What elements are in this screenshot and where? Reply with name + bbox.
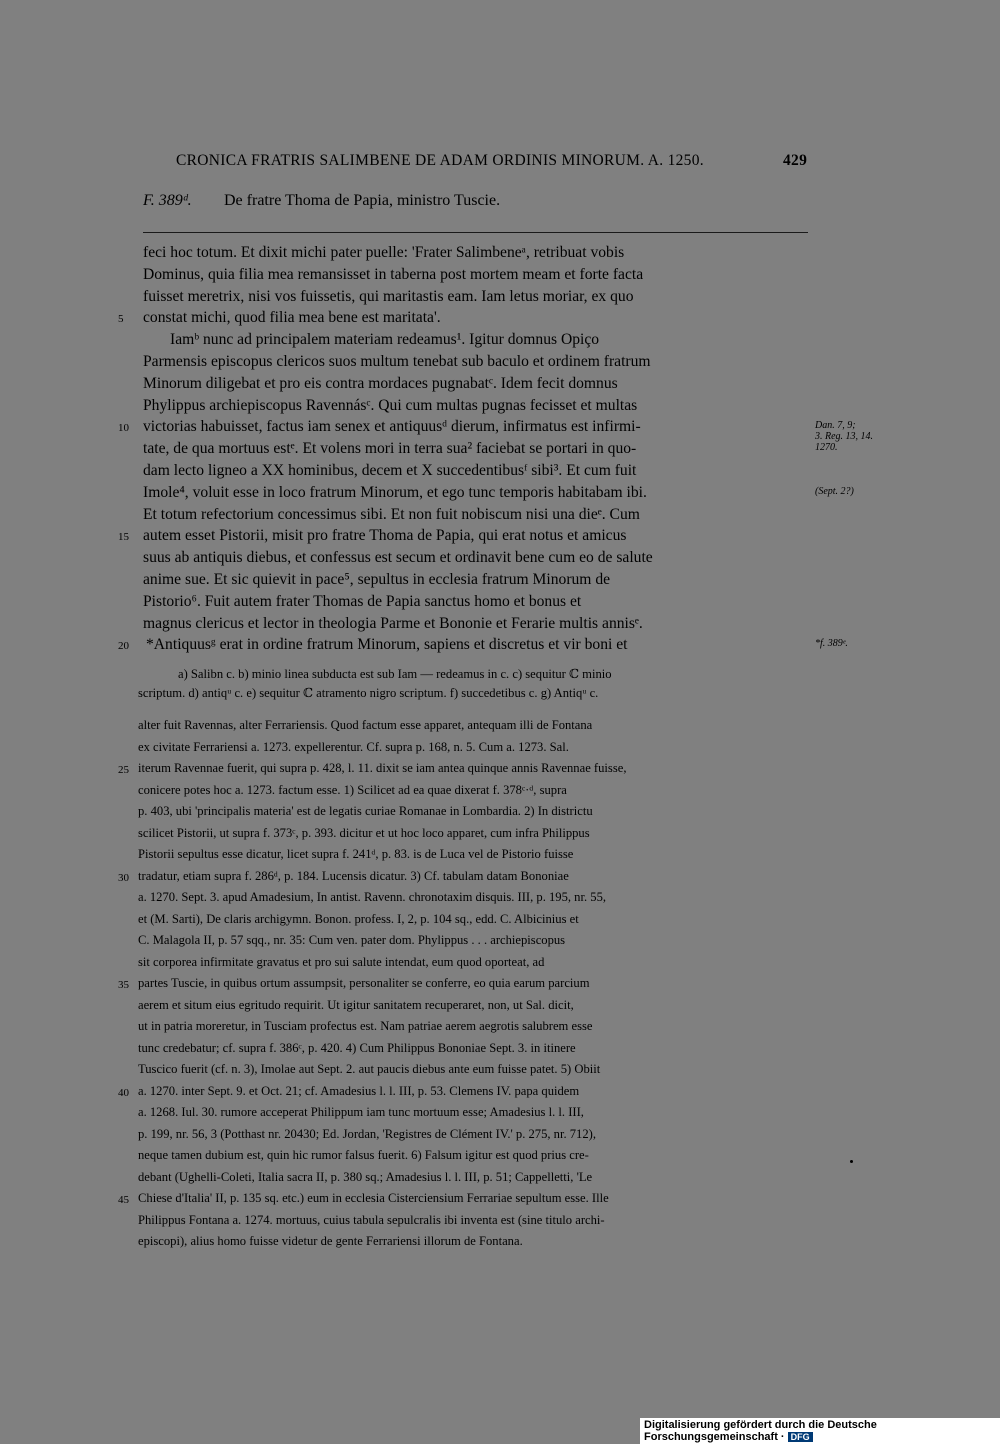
digitization-footer [640,1418,1000,1444]
body-line: autem esset Pistorii, misit pro fratre Thoma de Papia, qui erat notus et amicus [143,527,627,545]
folio-reference: F. 389ᵈ. [143,192,192,209]
note-line: Chiese d'Italia' II, p. 135 sq. etc.) eum in ecclesia Cisterciensium Ferrariae sepultum esse. Ille [138,1191,609,1205]
body-line: Dominus, quia filia mea remansisset in taberna post mortem meam et forte facta [143,265,644,283]
note-line: Pistorii sepultus esse dicatur, licet supra f. 241ᵈ, p. 83. is de Luca vel de Pistorio fuisse [138,847,574,861]
body-line: *Antiquusᵍ erat in ordine fratrum Minorum, sapiens et discretus et vir boni et [146,636,628,654]
note-line: ut in patria moreretur, in Tusciam profectus est. Nam patriae aerem aegrotis salubrem esse [138,1019,593,1033]
body-line: victorias habuisset, factus iam senex et antiquusᵈ dierum, infirmatus est infirmi- [143,418,641,436]
running-title: CRONICA FRATRIS SALIMBENE DE ADAM ORDINIS MINORUM. A. 1250. [176,152,704,169]
dfg-logo-icon: DFG [788,1432,813,1442]
apparatus-line: a) Salibn c. b) minio linea subducta est sub Iam — redeamus in c. c) sequitur ℂ minio [178,667,612,681]
line-number: 35 [118,979,129,991]
body-line: Phylippus archiepiscopus Ravennásᶜ. Qui cum multas pugnas fecisset et multas [143,396,638,414]
note-line: scilicet Pistorii, ut supra f. 373ᶜ, p. 393. dicitur et ut hoc loco apparet, cum infra Philippus [138,825,590,840]
apparatus-line: scriptum. d) antiqᵘ c. e) sequitur ℂ atramento nigro scriptum. f) succedetibus c. g) Antiqᵘ c. [138,686,599,700]
note-line: ex civitate Ferrariensi a. 1273. expellerentur. Cf. supra p. 168, n. 5. Cum a. 1273. Sal. [138,739,569,754]
line-number: 5 [118,313,124,326]
body-line: feci hoc totum. Et dixit michi pater puelle: 'Frater Salimbeneᵃ, retribuat vobis [143,244,625,261]
body-line: tate, de qua mortuus estᵉ. Et volens mori in terra sua² faciebat se portari in quo- [143,440,637,458]
body-line: Pistorio⁶. Fuit autem frater Thomas de Papia sanctus homo et bonus et [143,592,582,610]
body-line: magnus clericus et lector in theologia Parme et Bononie et Ferarie multis annisᵉ. [143,614,643,632]
body-line: anime sue. Et sic quievit in pace⁵, sepultus in ecclesia fratrum Minorum de [143,571,611,588]
line-number: 15 [118,531,129,544]
line-number: 25 [118,764,129,776]
page-number: 429 [783,152,808,169]
note-line: episcopi), alius homo fuisse videtur de gente Ferrariensi illorum de Fontana. [138,1234,523,1248]
note-line: sit corporea infirmitate gravatus et pro sui salute intendat, eum quod oporteat, ad [138,954,545,969]
note-line: p. 199, nr. 56, 3 (Potthast nr. 20430; Ed. Jordan, 'Registres de Clément IV.' p. 275, nr. 712), [138,1126,596,1141]
note-line: aerem et situm eius egritudo requirit. Ut igitur sanitatem recuperaret, non, ut Sal. dicit, [138,997,574,1012]
note-line: et (M. Sarti), De claris archigymn. Bonon. profess. I, 2, p. 104 sq., edd. C. Albicinius et [138,911,579,926]
line-number: 10 [118,422,129,435]
note-line: debant (Ughelli-Coleti, Italia sacra II, p. 380 sq.; Amadesius l. l. III, p. 51; Cappelletti, 'Le [138,1169,593,1184]
body-line: Parmensis episcopus clericos suos multum tenebat sub baculo et ordinem fratrum [143,353,651,370]
note-line: a. 1270. Sept. 3. apud Amadesium, In antist. Ravenn. chronotaxim disquis. III, p. 195, nr. 55, [138,890,607,904]
note-line: C. Malagola II, p. 57 sqq., nr. 35: Cum ven. pater dom. Phylippus . . . archiepiscopus [138,933,566,947]
margin-note: *f. 389ᵉ. [815,638,848,650]
body-line: suus ab antiquis diebus, et confessus est secum et ordinavit bene cum eo de salute [143,549,653,567]
body-line: constat michi, quod filia mea bene est maritata'. [143,309,441,327]
margin-note: Dan. 7, 9; [815,420,856,432]
note-line: Philippus Fontana a. 1274. mortuus, cuius tabula sepulcralis ibi inventa est (sine titulo archi- [138,1212,605,1227]
note-line: a. 1270. inter Sept. 9. et Oct. 21; cf. Amadesius l. l. III, p. 53. Clemens IV. papa quidem [138,1083,580,1098]
note-line: iterum Ravennae fuerit, qui supra p. 428, l. 11. dixit se iam antea quinque annis Ravennae fuisse, [138,761,627,775]
header-rule [143,232,808,233]
margin-note: 1270. [815,442,838,454]
note-line: tradatur, etiam supra f. 286ᵈ, p. 184. Lucensis dicatur. 3) Cf. tabulam datam Bononiae [138,868,569,883]
note-line: conicere potes hoc a. 1273. factum esse. 1) Scilicet ad ea quae dixerat f. 378ᶜ·ᵈ, supra [138,782,567,797]
chapter-title: De fratre Thoma de Papia, ministro Tuscie. [224,192,501,209]
body-line: dam lecto ligneo a XX hominibus, decem et X succedentibusᶠ sibi³. Et cum fuit [143,462,637,479]
note-line: p. 403, ubi 'principalis materia' est de legatis curiae Romanae in Lombardia. 2) In districtu [138,804,593,818]
note-line: tunc credebatur; cf. supra f. 386ᶜ, p. 420. 4) Cum Philippus Bononiae Sept. 3. in itinere [138,1040,576,1055]
margin-note: 3. Reg. 13, 14. [815,431,874,443]
body-line: Minorum diligebat et pro eis contra mordaces pugnabatᶜ. Idem fecit domnus [143,374,618,392]
note-line: Tuscico fuerit (cf. n. 3), Imolae aut Sept. 2. aut paucis diebus ante eum fuisse patet. 5) Obiit [138,1062,601,1076]
line-number: 20 [118,640,129,653]
stray-mark [850,1160,853,1163]
note-line: alter fuit Ravennas, alter Ferrariensis. Quod factum esse apparet, antequam illi de Fontana [138,718,593,732]
note-line: partes Tuscie, in quibus ortum assumpsit, personaliter se conferre, eo quia earum parcium [138,976,590,990]
body-line: fuisset meretrix, nisi vos fuissetis, qui maritastis eam. Iam letus moriar, ex quo [143,287,634,305]
line-number: 45 [118,1194,129,1206]
body-line: Iamᵇ nunc ad principalem materiam redeamus¹. Igitur domnus Opiço [170,331,600,349]
note-line: neque tamen dubium est, quin hic rumor falsus fuerit. 6) Falsum igitur est quod prius cre- [138,1148,589,1162]
footer-text: Digitalisierung gefördert durch die Deutsche Forschungsgemeinschaft · [644,1419,877,1443]
line-number: 40 [118,1086,129,1099]
margin-note: (Sept. 2?) [815,485,854,497]
body-line: Et totum refectorium concessimus sibi. Et non fuit nobiscum nisi una dieᵉ. Cum [143,505,640,523]
line-number: 30 [118,871,129,884]
body-line: Imole⁴, voluit esse in loco fratrum Minorum, et ego tunc temporis habitabam ibi. [143,483,647,501]
note-line: a. 1268. Iul. 30. rumore acceperat Philippum iam tunc mortuum esse; Amadesius l. l. III, [138,1105,584,1119]
